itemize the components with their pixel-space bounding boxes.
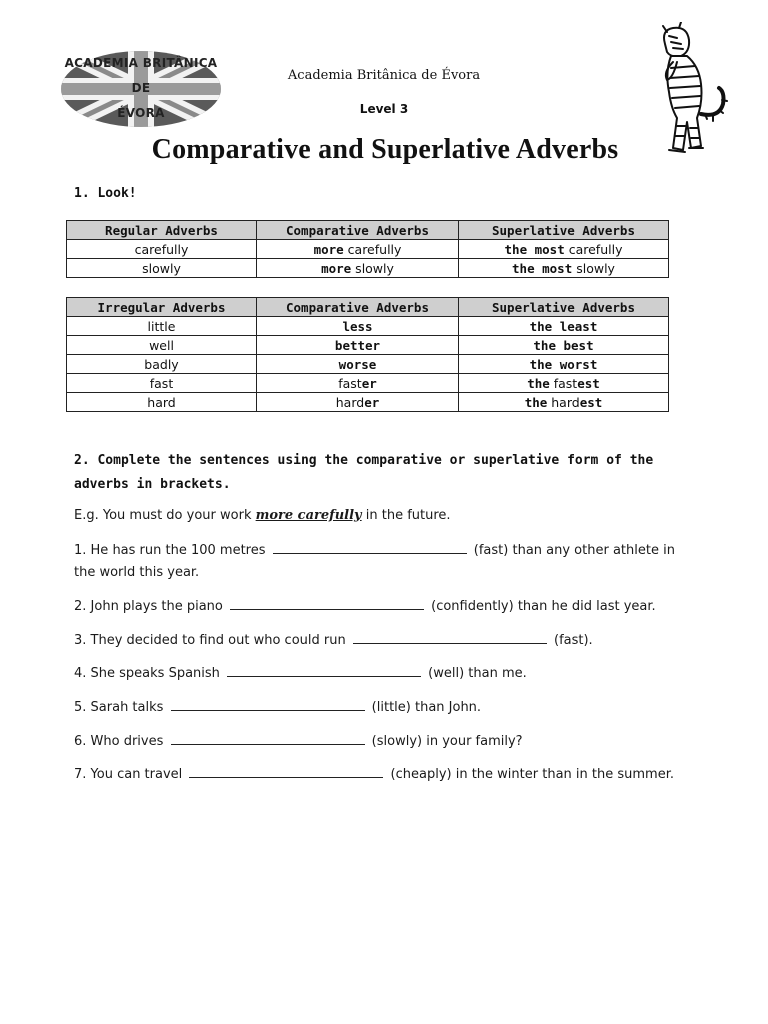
table-row xyxy=(67,317,669,336)
column-header: Regular Adverbs xyxy=(67,221,257,240)
exercise-item-3: 3. They decided to find out who could run (fast). xyxy=(74,633,593,648)
answer-blank[interactable] xyxy=(171,732,365,745)
regular-adverbs-table xyxy=(66,220,669,278)
column-header: Irregular Adverbs xyxy=(67,298,257,317)
comparative-cell: more slowly xyxy=(257,259,459,278)
table-row xyxy=(67,374,669,393)
answer-blank[interactable] xyxy=(189,765,383,778)
answer-blank[interactable] xyxy=(273,541,467,554)
logo-text-line2: DE xyxy=(131,81,151,95)
column-header: Superlative Adverbs xyxy=(459,221,669,240)
exercise-item-7: 7. You can travel (cheaply) in the winter than in the summer. xyxy=(74,767,674,782)
comparative-cell: less xyxy=(257,317,459,336)
table-header-row xyxy=(67,221,669,240)
answer-blank[interactable] xyxy=(171,698,365,711)
tiger-icon xyxy=(643,22,739,162)
academy-logo xyxy=(60,50,222,128)
table-row xyxy=(67,355,669,374)
comparative-cell: better xyxy=(257,336,459,355)
base-adverb-cell: hard xyxy=(67,393,257,412)
table-row xyxy=(67,259,669,278)
base-adverb-cell: badly xyxy=(67,355,257,374)
superlative-cell: the least xyxy=(459,317,669,336)
base-adverb-cell: slowly xyxy=(67,259,257,278)
superlative-cell: the most slowly xyxy=(459,259,669,278)
tiger-cartoon-image xyxy=(643,22,739,162)
superlative-cell: the most carefully xyxy=(459,240,669,259)
column-header: Superlative Adverbs xyxy=(459,298,669,317)
level-label: Level 3 xyxy=(359,102,409,116)
answer-blank[interactable] xyxy=(353,631,547,644)
page-title: Comparative and Superlative Adverbs xyxy=(151,134,619,165)
superlative-cell: the worst xyxy=(459,355,669,374)
irregular-adverbs-table xyxy=(66,297,669,412)
school-name: Academia Britânica de Évora xyxy=(287,68,481,83)
superlative-cell: the best xyxy=(459,336,669,355)
answer-blank[interactable] xyxy=(227,664,421,677)
superlative-cell: the fastest xyxy=(459,374,669,393)
table-row xyxy=(67,336,669,355)
logo-text-line1: ACADEMIA BRITÂNICA xyxy=(64,56,218,70)
example-answer: more carefully xyxy=(255,508,362,523)
exercise-item-1: 1. He has run the 100 metres (fast) than any other athlete in the world this year. xyxy=(74,543,675,580)
exercise-item-2: 2. John plays the piano (confidently) than he did last year. xyxy=(74,599,656,614)
table-row xyxy=(67,240,669,259)
example-sentence: E.g. You must do your work more carefully in the future. xyxy=(74,508,451,523)
comparative-cell: worse xyxy=(257,355,459,374)
exercise-item-6: 6. Who drives (slowly) in your family? xyxy=(74,734,523,749)
base-adverb-cell: carefully xyxy=(67,240,257,259)
comparative-cell: more carefully xyxy=(257,240,459,259)
exercise-item-5: 5. Sarah talks (little) than John. xyxy=(74,700,482,715)
section1-heading: 1. Look! xyxy=(74,186,137,201)
section2-heading: 2. Complete the sentences using the comparative or superlative form of the adverbs in brackets. xyxy=(74,453,654,492)
base-adverb-cell: well xyxy=(67,336,257,355)
column-header: Comparative Adverbs xyxy=(257,298,459,317)
comparative-cell: faster xyxy=(257,374,459,393)
base-adverb-cell: little xyxy=(67,317,257,336)
superlative-cell: the hardest xyxy=(459,393,669,412)
answer-blank[interactable] xyxy=(230,597,424,610)
comparative-cell: harder xyxy=(257,393,459,412)
table-row xyxy=(67,393,669,412)
base-adverb-cell: fast xyxy=(67,374,257,393)
exercise-item-4: 4. She speaks Spanish (well) than me. xyxy=(74,666,527,681)
logo-text-line3: ÉVORA xyxy=(117,106,165,120)
column-header: Comparative Adverbs xyxy=(257,221,459,240)
table-header-row xyxy=(67,298,669,317)
